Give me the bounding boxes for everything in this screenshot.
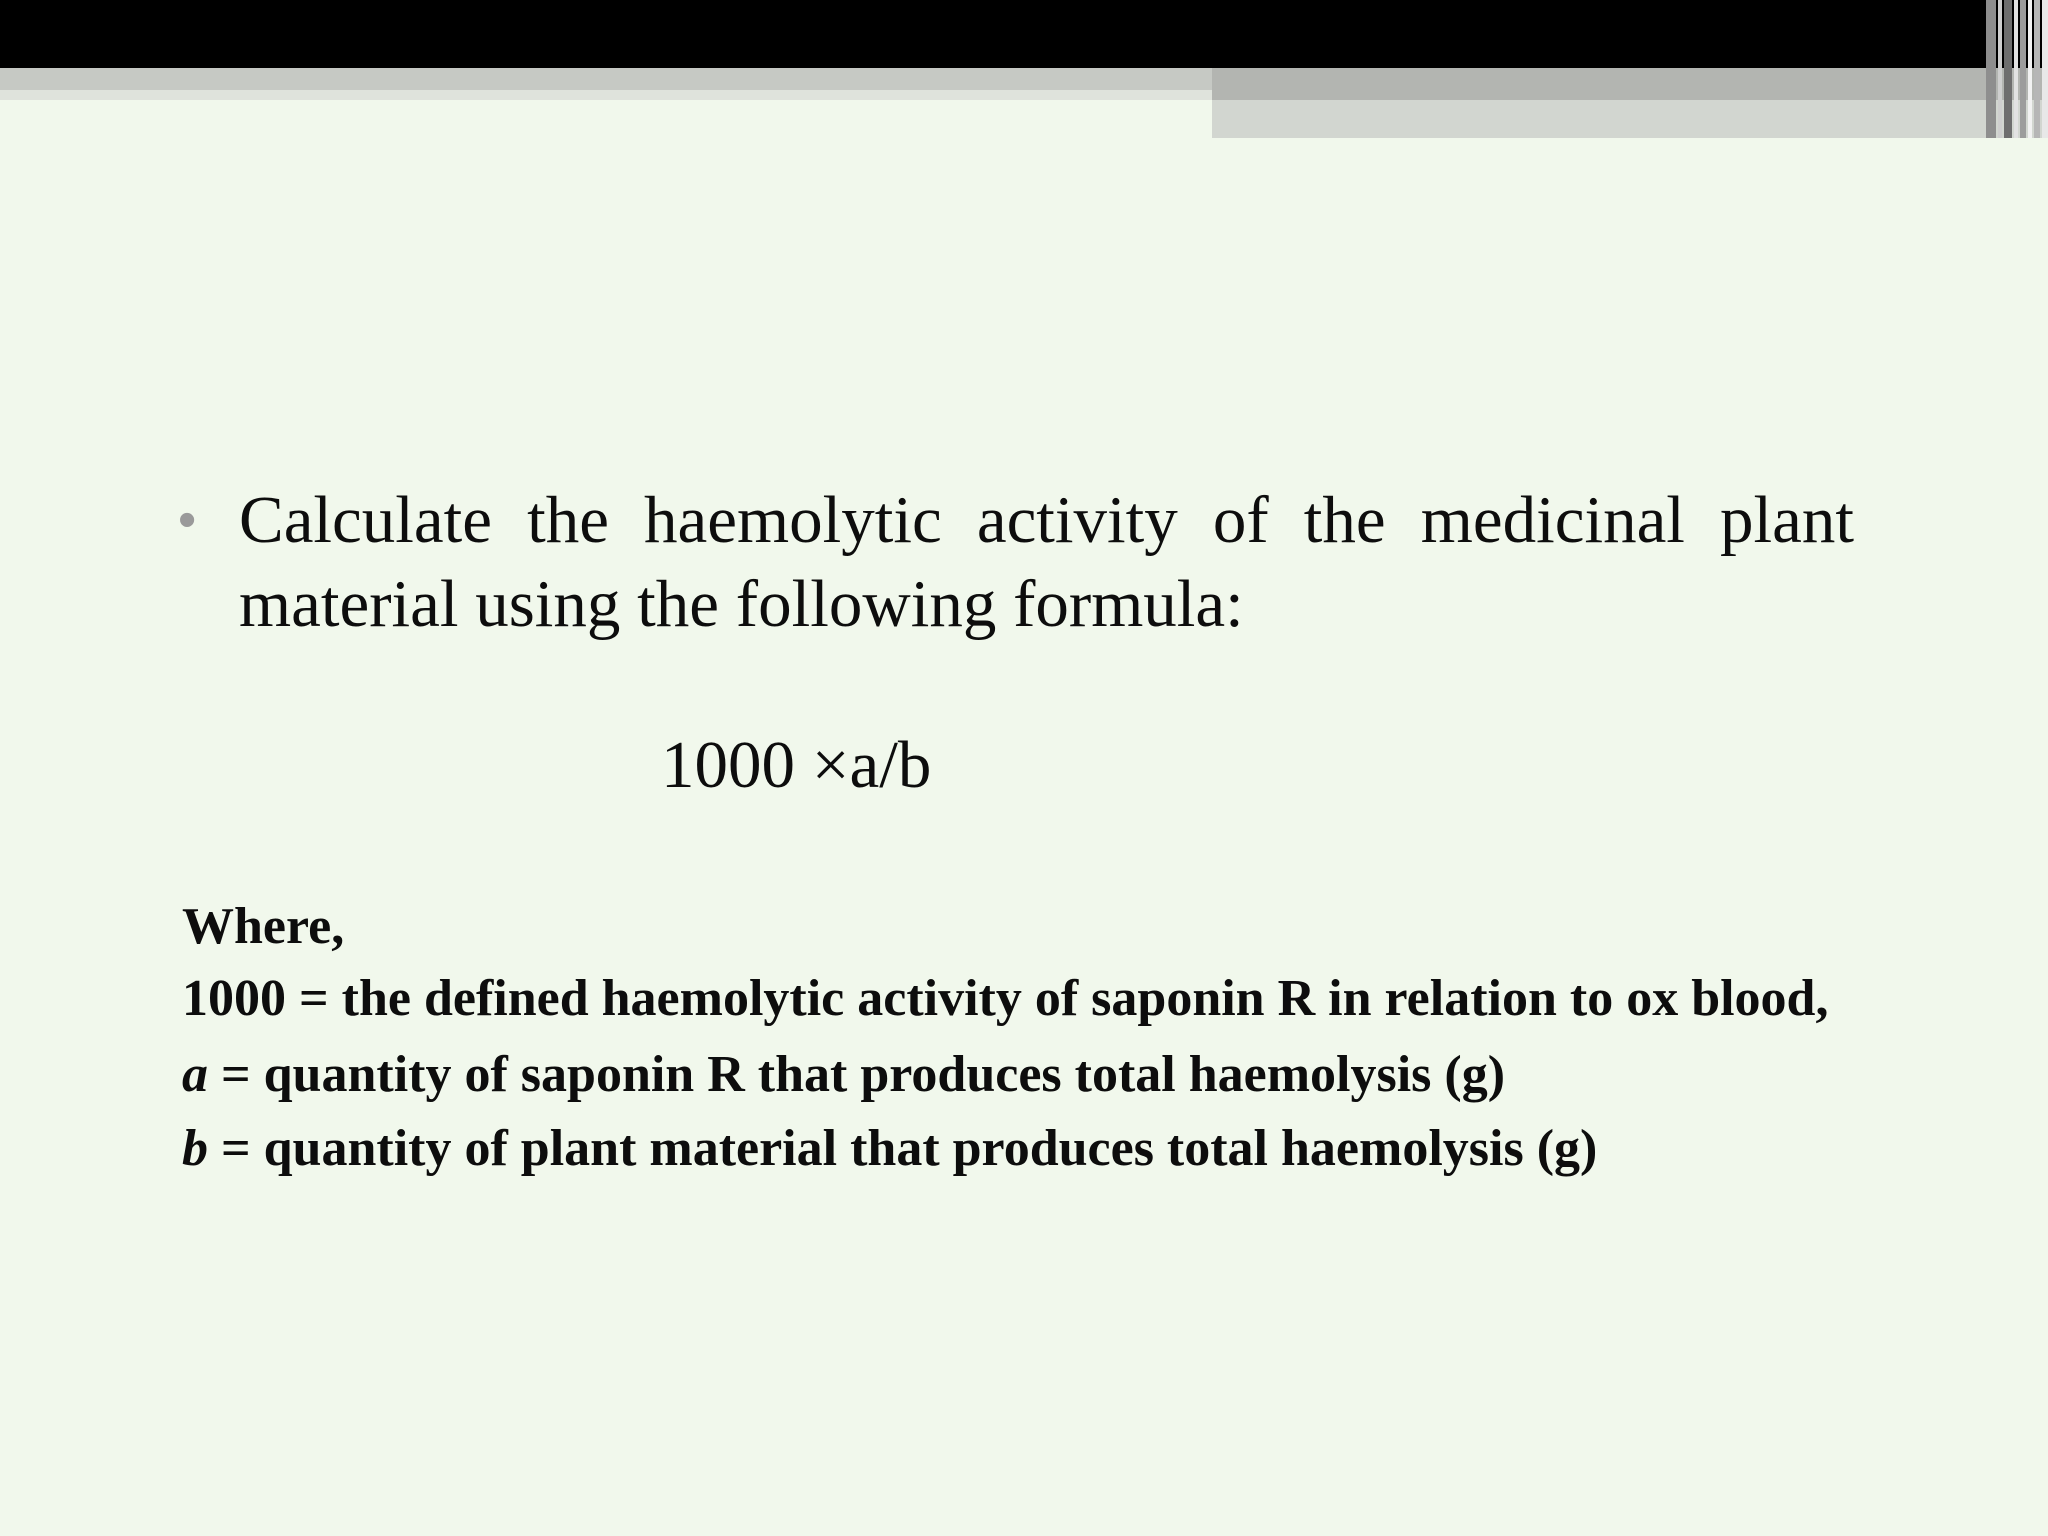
- stripe: [2028, 0, 2032, 138]
- stripe: [2014, 0, 2018, 138]
- header-accent-bar-right-lower: [1212, 100, 2048, 138]
- bullet-marker: •: [178, 491, 197, 549]
- header-accent-bar-left-lower: [0, 90, 1212, 100]
- definition-a: [182, 1038, 1882, 1112]
- stripe: [1998, 0, 2002, 138]
- stripe: [1986, 0, 1996, 138]
- definition-b: [182, 1112, 1882, 1186]
- header-accent-bar-left: [0, 68, 1212, 90]
- definitions-heading: Where,: [182, 898, 345, 955]
- definition-text: = quantity of plant material that produces total haemolysis (g): [208, 1120, 1598, 1177]
- bullet-item: [178, 478, 1854, 646]
- stripe: [2034, 0, 2040, 138]
- header-stripes: [1986, 0, 2048, 138]
- stripe: [2020, 0, 2026, 138]
- definition-symbol: 1000: [182, 970, 286, 1027]
- definition-symbol: a: [182, 1046, 208, 1103]
- bullet-text: Calculate the haemolytic activity of the medicinal plant material using the following formula:: [239, 483, 1854, 641]
- definition-1000: [182, 964, 1882, 1034]
- definition-text: = the defined haemolytic activity of saponin R in relation to ox blood,: [286, 970, 1829, 1027]
- definitions: [182, 890, 1882, 1186]
- definition-symbol: b: [182, 1120, 208, 1177]
- stripe: [2004, 0, 2012, 138]
- formula: 1000 ×a/b: [661, 728, 932, 802]
- header-bar: [0, 0, 2048, 68]
- header-accent-bar-right: [1212, 68, 2048, 100]
- definition-text: = quantity of saponin R that produces total haemolysis (g): [208, 1046, 1506, 1103]
- stripe: [2042, 0, 2048, 138]
